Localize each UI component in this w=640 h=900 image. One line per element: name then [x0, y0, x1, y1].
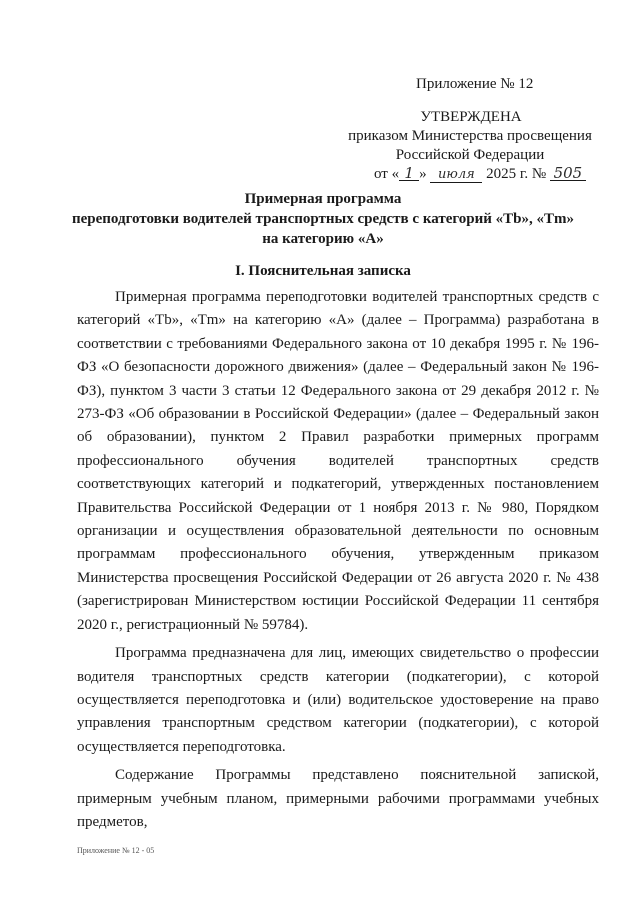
title-line-3: на категорию «А»: [262, 231, 384, 247]
handwritten-day: 1: [399, 166, 419, 181]
title-line-2: переподготовки водителей транспортных средств с категорий «Tb», «Tm»: [71, 211, 575, 227]
approval-heading: УТВЕРЖДЕНА: [420, 109, 522, 125]
date-prefix: от «: [374, 166, 400, 182]
title-line-1: Примерная программа: [244, 191, 402, 207]
approval-stamp: [340, 108, 600, 184]
approval-date-line: [340, 165, 600, 184]
section-heading: I. Пояснительная записка: [235, 263, 411, 279]
document-body: [77, 286, 599, 834]
body-paragraph-1: Примерная программа переподготовки водителей транспортных средств с категорий «Tb», «Tm» на категорию «А» (далее – Программа) разработана в соответствии с требованиями Федерального закона от 10 декабря 1995 г. № 196-ФЗ «О безопасности дорожного движения» (далее – Федеральный закон № 196-ФЗ), пунктом 3 части 3 статьи 12 Федерального закона от 29 декабря 2012 г. № 273-ФЗ «Об образовании в Российской Федерации» (далее – Федеральный закон об образовании), пунктом 2 Правил разработки примерных программ профессионального обучения водителей транспортных средств соответствующих категорий и подкатегорий, утвержденных постановлением Правительства Российской Федерации от 1 ноября 2013 г. № 980, Порядком организации и осуществления образовательной деятельности по основным программам профессионального обучения, утвержденным приказом Министерства просвещения Российской Федерации от 26 августа 2020 г. № 438 (зарегистрирован Министерством юстиции Российской Федерации 11 сентября 2020 г., регистрационный № 59784).: [77, 289, 599, 633]
body-paragraph-2: Программа предназначена для лиц, имеющих свидетельство о профессии водителя транспортных средств категории (подкатегории), с которой осуществляется переподготовка и (или) водительское удостоверение на право управления транспортным средством категории (подкатегории), с которой осуществляется переподготовка.: [77, 645, 599, 755]
document-title: [60, 189, 586, 249]
appendix-label: Приложение № 12: [416, 76, 534, 92]
date-mid: »: [419, 166, 427, 182]
body-paragraph-3: Содержание Программы представлено пояснительной запиской, примерным учебным планом, примерными рабочими программами учебных предметов,: [77, 767, 599, 830]
approval-line-1: приказом Министерства просвещения: [348, 128, 592, 144]
page-footer: Приложение № 12 - 05: [77, 846, 155, 855]
date-suffix: 2025 г. №: [486, 166, 547, 182]
approval-line-2: Российской Федерации: [395, 147, 545, 163]
handwritten-month: июля: [430, 168, 482, 183]
handwritten-doc-number: 505: [550, 166, 586, 181]
